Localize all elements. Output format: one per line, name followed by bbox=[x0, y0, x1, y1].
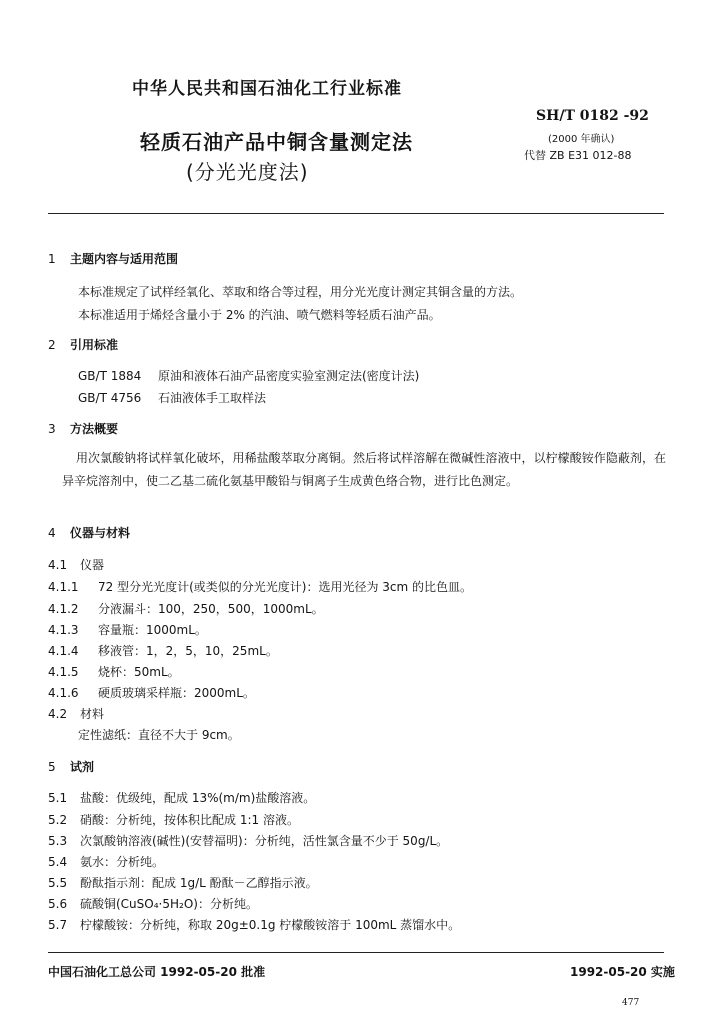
item-number: 4.1.5 bbox=[48, 665, 79, 679]
reference-title: 原油和液体石油产品密度实验室测定法(密度计法) bbox=[158, 369, 420, 383]
item-number: 5.1 bbox=[48, 791, 68, 805]
item-text: 酚酞指示剂：配成 1g/L 酚酞－乙醇指示液。 bbox=[80, 876, 318, 890]
confirmation-note: (2000 年确认) bbox=[548, 134, 615, 145]
list-item bbox=[48, 811, 299, 828]
replaces-note: 代替 ZB E31 012-88 bbox=[524, 149, 632, 162]
standard-number: SH/T 0182 -92 bbox=[536, 108, 649, 124]
list-item bbox=[48, 874, 318, 891]
reference-item bbox=[78, 389, 266, 406]
section-1-heading bbox=[48, 250, 178, 267]
item-number: 5.3 bbox=[48, 834, 68, 848]
section-title: 仪器与材料 bbox=[70, 526, 131, 540]
section-title: 试剂 bbox=[70, 760, 95, 774]
item-text: 72 型分光光度计(或类似的分光光度计)：选用光径为 3cm 的比色皿。 bbox=[98, 580, 473, 594]
item-text: 氨水：分析纯。 bbox=[80, 855, 165, 869]
list-item bbox=[48, 578, 472, 595]
list-item bbox=[48, 705, 104, 722]
list-item bbox=[48, 556, 104, 573]
reference-code: GB/T 4756 bbox=[78, 391, 142, 405]
section-2-heading bbox=[48, 336, 118, 353]
section-number: 2 bbox=[48, 338, 56, 352]
section-number: 4 bbox=[48, 526, 56, 540]
list-item bbox=[48, 663, 180, 680]
item-text: 次氯酸钠溶液(碱性)(安替福明)：分析纯，活性氯含量不少于 50g/L。 bbox=[80, 834, 449, 848]
header-divider bbox=[48, 213, 664, 214]
reference-code: GB/T 1884 bbox=[78, 369, 142, 383]
section-4-heading bbox=[48, 524, 130, 541]
item-text: 材料 bbox=[80, 707, 105, 721]
list-item bbox=[48, 916, 460, 933]
paragraph: 本标准规定了试样经氧化、萃取和络合等过程，用分光光度计测定其铜含量的方法。 bbox=[78, 285, 523, 299]
item-text: 仪器 bbox=[80, 558, 105, 572]
list-item bbox=[48, 832, 448, 849]
method-summary-paragraph: 用次氯酸钠将试样氧化破坏，用稀盐酸萃取分离铜。然后将试样溶解在微碱性溶液中，以柠檬酸铵作隐蔽剂，在异辛烷溶剂中，使二乙基二硫化氨基甲酸铅与铜离子生成黄色络合物，进行比色测定。 bbox=[62, 451, 666, 488]
section-number: 5 bbox=[48, 760, 56, 774]
paragraph: 本标准适用于烯烃含量小于 2% 的汽油、喷气燃料等轻质石油产品。 bbox=[78, 308, 441, 322]
document-subtitle: (分光光度法) bbox=[186, 160, 309, 184]
item-text: 盐酸：优级纯，配成 13%(m/m)盐酸溶液。 bbox=[80, 791, 316, 805]
implementation-date: 1992-05-20 实施 bbox=[570, 965, 675, 979]
footer-divider bbox=[48, 952, 664, 953]
page-number: 477 bbox=[622, 998, 640, 1008]
section-number: 1 bbox=[48, 252, 56, 266]
approval-line: 中国石油化工总公司 1992-05-20 批准 bbox=[48, 965, 266, 979]
item-number: 4.1.4 bbox=[48, 644, 79, 658]
section-title: 方法概要 bbox=[70, 422, 119, 436]
reference-title: 石油液体手工取样法 bbox=[158, 391, 267, 405]
item-number: 5.5 bbox=[48, 876, 68, 890]
section-title: 引用标准 bbox=[70, 338, 119, 352]
standard-organization: 中华人民共和国石油化工行业标准 bbox=[132, 79, 402, 99]
document-title: 轻质石油产品中铜含量测定法 bbox=[140, 130, 413, 154]
item-text: 分液漏斗：100，250，500，1000mL。 bbox=[98, 602, 324, 616]
item-text: 硝酸：分析纯，按体积比配成 1:1 溶液。 bbox=[80, 813, 299, 827]
reference-item bbox=[78, 367, 419, 384]
section-number: 3 bbox=[48, 422, 56, 436]
item-number: 4.2 bbox=[48, 707, 68, 721]
list-item bbox=[48, 600, 324, 617]
list-item bbox=[48, 895, 258, 912]
item-number: 4.1.3 bbox=[48, 623, 79, 637]
item-number: 5.2 bbox=[48, 813, 68, 827]
item-text: 容量瓶：1000mL。 bbox=[98, 623, 207, 637]
section-title: 主题内容与适用范围 bbox=[70, 252, 179, 266]
item-number: 4.1.2 bbox=[48, 602, 79, 616]
list-item bbox=[48, 853, 164, 870]
section-3-heading bbox=[48, 420, 118, 437]
list-item bbox=[48, 684, 255, 701]
item-number: 5.6 bbox=[48, 897, 68, 911]
item-number: 5.7 bbox=[48, 918, 68, 932]
item-text: 柠檬酸铵：分析纯，称取 20g±0.1g 柠檬酸铵溶于 100mL 蒸馏水中。 bbox=[80, 918, 461, 932]
item-number: 4.1 bbox=[48, 558, 68, 572]
item-text: 移液管：1，2，5，10，25mL。 bbox=[98, 644, 278, 658]
filter-paper-spec: 定性滤纸：直径不大于 9cm。 bbox=[78, 728, 240, 742]
list-item bbox=[48, 789, 315, 806]
list-item bbox=[48, 642, 278, 659]
item-text: 烧杯：50mL。 bbox=[98, 665, 180, 679]
item-number: 4.1.1 bbox=[48, 580, 79, 594]
item-number: 5.4 bbox=[48, 855, 68, 869]
item-number: 4.1.6 bbox=[48, 686, 79, 700]
section-5-heading bbox=[48, 758, 94, 775]
item-text: 硫酸铜(CuSO₄·5H₂O)：分析纯。 bbox=[80, 897, 258, 911]
list-item bbox=[48, 621, 207, 638]
item-text: 硬质玻璃采样瓶：2000mL。 bbox=[98, 686, 255, 700]
